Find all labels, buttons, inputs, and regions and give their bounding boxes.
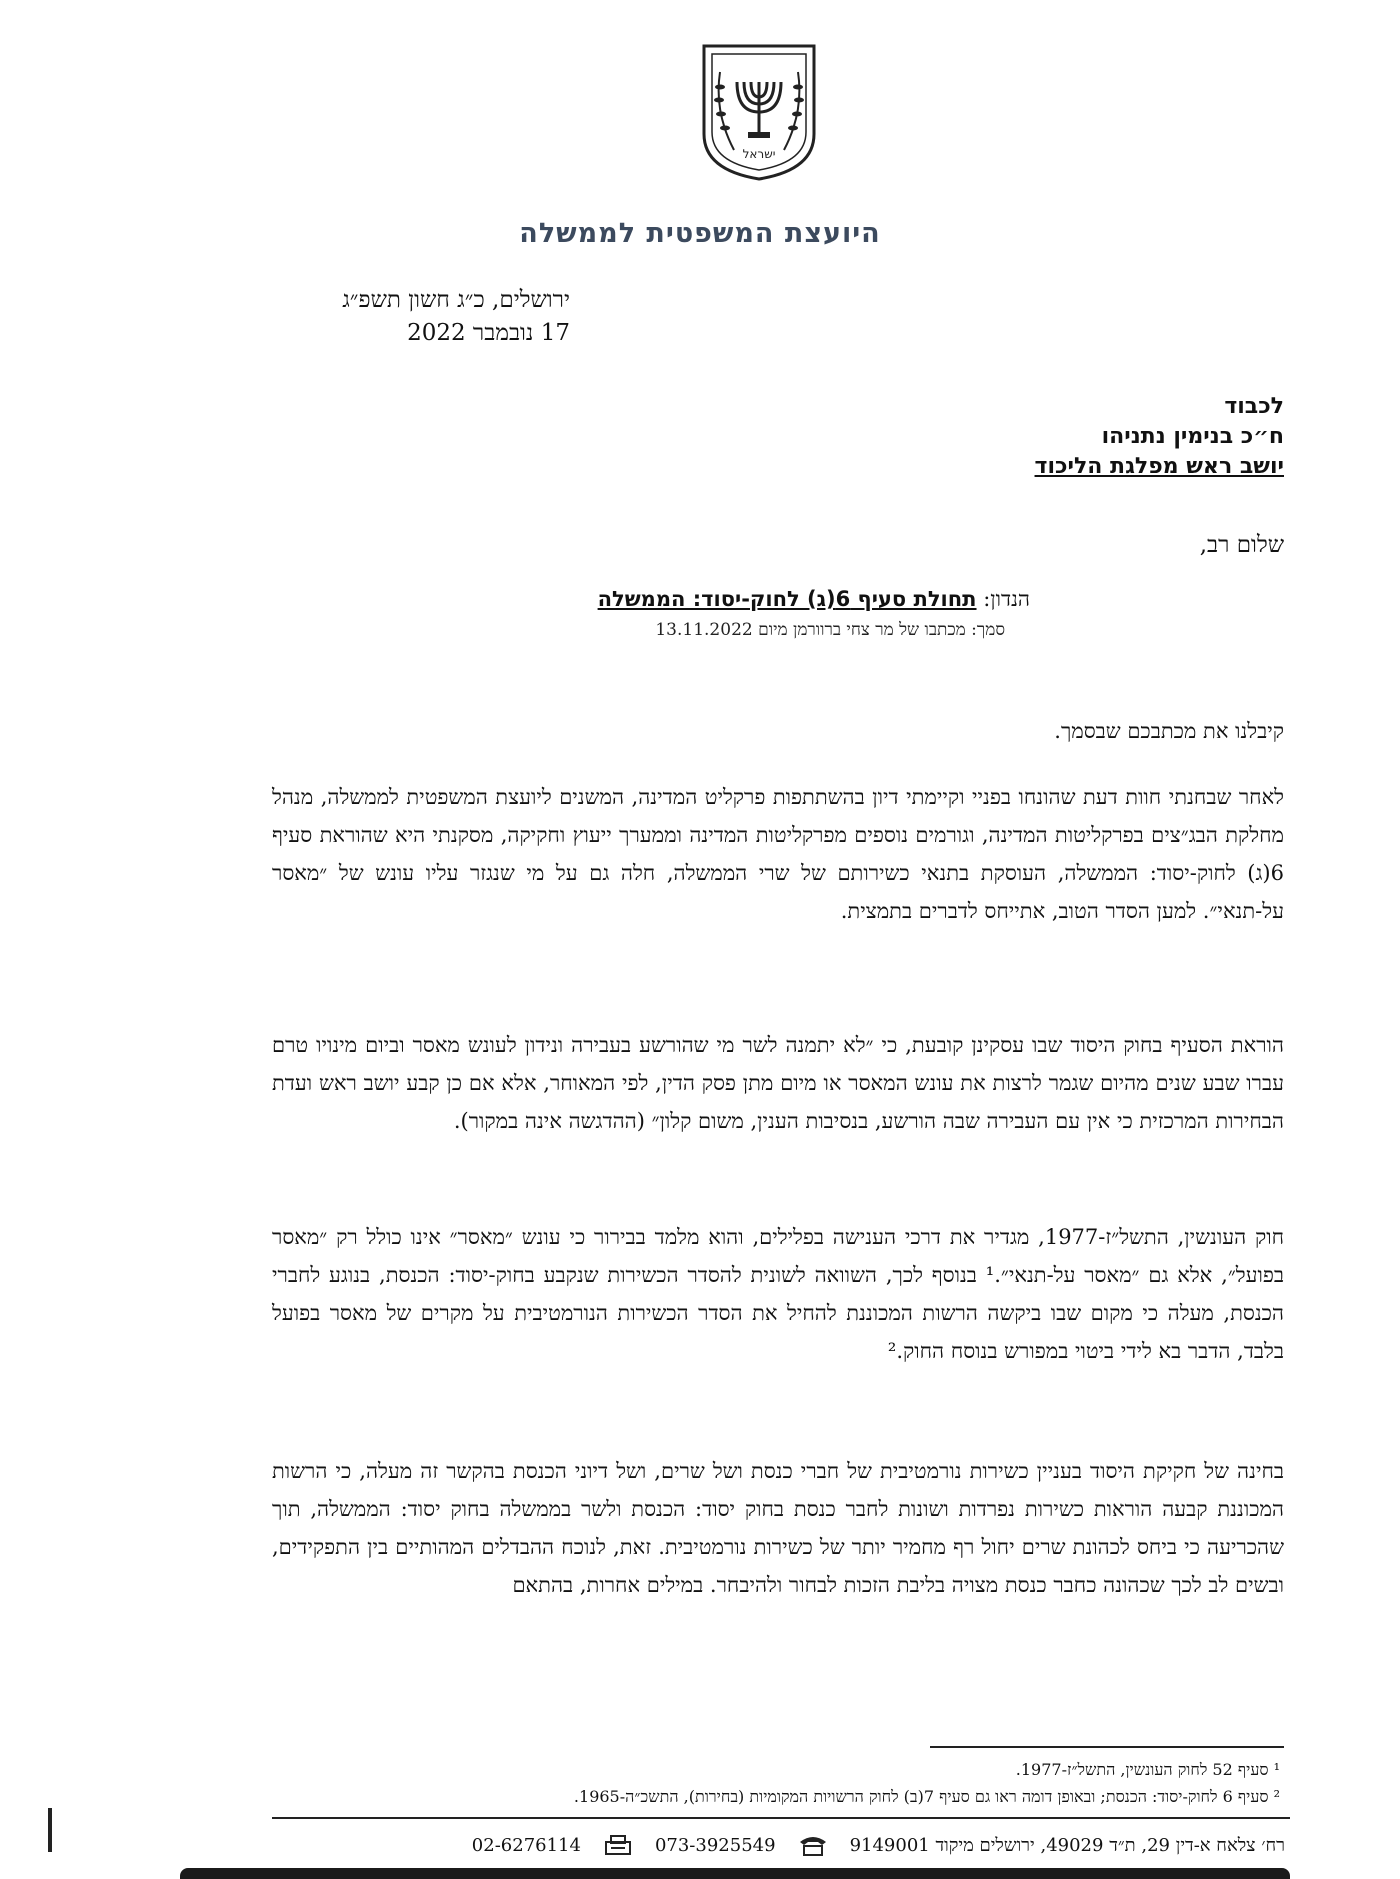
fax-icon — [603, 1834, 633, 1856]
addressee-salutation: לכבוד — [1224, 394, 1284, 419]
greeting: שלום רב, — [1199, 532, 1284, 558]
body-paragraph-3: חוק העונשין, התשל״ז-1977, מגדיר את דרכי הענישה בפלילים, והוא מלמד בבירור כי עונש ״מאסר״ אינו כולל רק ״מאסר בפועל״, אלא גם ״מאסר על-תנאי״.¹ בנוסף לכך, השוואה לשונית להסדר הכשירות שנקבע בחוק-יסוד: הכנסת, בנוגע לחברי הכנסת, מעלה כי מקום שבו ביקשה הרשות המכוננת להחיל את הסדר הכשירות הנורמטיבית על מקרים של מאסר בפועל בלבד, הדבר בא לידי ביטוי במפורש בנוסח החוק.² — [272, 1225, 1284, 1363]
body-paragraph-4: בחינה של חקיקת היסוד בעניין כשירות נורמטיבית של חברי כנסת ושל שרים, ושל דיוני הכנסת בהקשר זה מעלה, כי הרשות המכוננת קבעה הוראות כשירות נפרדות ושונות לחבר כנסת בחוק יסוד: הכנסת ולשר בממשלה בחוק יסוד: הממשלה, תוך שהכריעה כי ביחס לכהונת שרים יחול רף מחמיר יותר של כשירות נורמטיבית. זאת, לנוכח ההבדלים המהותיים בין התפקידים, ובשים לב לכך שכהונה כחבר כנסת מצויה בליבת הזכות לבחור ולהיבחר. במילים אחרות, בהתאם — [272, 1459, 1284, 1597]
subject-line — [380, 587, 1030, 612]
phone-icon — [798, 1834, 828, 1856]
footnotes — [290, 1756, 1280, 1810]
subject-title: תחולת סעיף 6(ג) לחוק-יסוד: הממשלה — [597, 587, 977, 611]
hebrew-date: ירושלים, כ״ג חשון תשפ״ג — [342, 287, 570, 313]
footnote-1: ¹ סעיף 52 לחוק העונשין, התשל״ז-1977. — [1015, 1760, 1280, 1779]
addressee-block — [684, 392, 1284, 482]
contact-footer — [310, 1834, 1285, 1856]
office-title: היועצת המשפטית לממשלה — [519, 218, 881, 249]
addressee-title: יושב ראש מפלגת הליכוד — [1034, 454, 1284, 479]
gregorian-date: 17 נובמבר 2022 — [407, 320, 570, 346]
scan-mark — [48, 1808, 52, 1852]
fax-number: 02-6276114 — [471, 1834, 581, 1856]
body-paragraph-2: הוראת הסעיף בחוק היסוד שבו עסקינן קובעת, כי ״לא יתמנה לשר מי שהורשע בעבירה ונידון לעונש מאסר וביום מינויו טרם עברו שבע שנים מהיום שגמר לרצות את עונש המאסר או מיום מתן פסק הדין, לפי המאוחר, אלא אם כן קבע יושב ראש ועדת הבחירות המרכזית כי אין עם העבירה שבה הורשע, בנסיבות הענין, משום קלון״ (ההדגשה אינה במקור). — [272, 1033, 1284, 1133]
footer-divider — [272, 1817, 1290, 1819]
body-paragraph-1: לאחר שבחנתי חוות דעת שהונחו בפניי וקיימתי דיון בהשתתפות פרקליט המדינה, המשנים ליועצת המשפטית לממשלה, מנהל מחלקת הבג״צים בפרקליטות המדינה, וגורמים נוספים מפרקליטות המדינה וממערך ייעוץ וחקיקה, מסקנתי היא שהוראת סעיף 6(ג) לחוק-יסוד: הממשלה, העוסקת בתנאי כשירותם של שרי הממשלה, חלה גם על מי שנגזר עליו עונש של ״מאסר על-תנאי״. למען הסדר הטוב, אתייחס לדברים בתמצית. — [272, 785, 1284, 923]
reference-line: סמך: מכתבו של מר צחי ברוורמן מיום 13.11.2022 — [655, 620, 1005, 640]
addressee-name: ח״כ בנימין נתניהו — [1101, 424, 1284, 449]
office-address: רח׳ צלאח א-דין 29, ת״ד 49029, ירושלים מיקוד 9149001 — [849, 1834, 1285, 1856]
subject-prefix: הנדון: — [976, 587, 1030, 611]
scan-edge — [180, 1868, 1290, 1879]
footnote-divider — [930, 1746, 1284, 1748]
state-emblem-icon — [700, 42, 818, 182]
date-block — [270, 284, 570, 350]
body-paragraph-0: קיבלנו את מכתבכם שבסמך. — [1054, 719, 1284, 743]
footnote-2: ² סעיף 6 לחוק-יסוד: הכנסת; ובאופן דומה ראו גם סעיף 7(ב) לחוק הרשויות המקומיות (בחירות), התשכ״ה-1965. — [573, 1787, 1280, 1806]
phone-number: 073-3925549 — [654, 1834, 776, 1856]
emblem-text: ישראל — [742, 147, 776, 161]
